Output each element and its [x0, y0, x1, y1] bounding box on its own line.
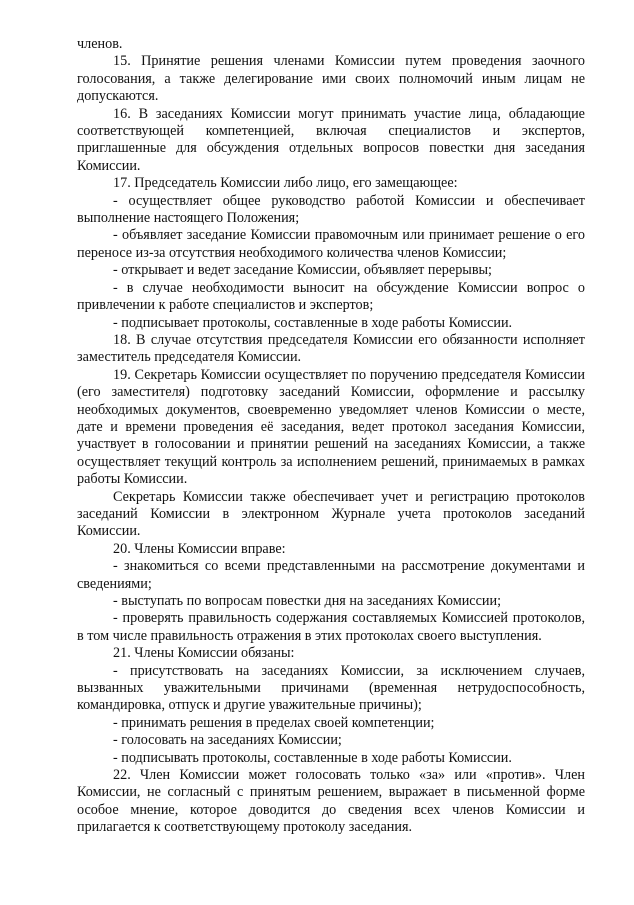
paragraph-19-secretary: Секретарь Комиссии также обеспечивает учет и регистрацию протоколов заседаний Комиссии в электронном Журнале учета протоколов заседаний Комиссии. — [77, 488, 585, 540]
paragraph-17-item-2: - объявляет заседание Комиссии правомочным или принимает решение о его переносе из-за отсутствия необходимого количества членов Комиссии; — [77, 227, 585, 261]
paragraph-21: 21. Члены Комиссии обязаны: — [113, 645, 295, 662]
paragraph-17-item-1: - осуществляет общее руководство работой Комиссии и обеспечивает выполнение настоящего Положения; — [77, 192, 585, 227]
document-page — [77, 36, 585, 837]
paragraph-18: 18. В случае отсутствия председателя Комиссии его обязанности исполняет заместитель председателя Комиссии. — [77, 331, 585, 366]
paragraph-20-item-3: - проверять правильность содержания составляемых Комиссией протоколов, в том числе правильность отражения в этих протоколах своего выступления. — [77, 610, 585, 644]
paragraph-17: 17. Председатель Комиссии либо лицо, его замещающее: — [113, 175, 458, 192]
paragraph-21-item-4: - подписывать протоколы, составленные в ходе работы Комиссии. — [113, 749, 512, 766]
paragraph-17-item-4: - в случае необходимости выносит на обсуждение Комиссии вопрос о привлечении к работе специалистов и экспертов; — [77, 279, 585, 314]
paragraph-19: 19. Секретарь Комиссии осуществляет по поручению председателя Комиссии (его заместителя) подготовку заседаний Комиссии, оформление и рассылку необходимых документов, своевременно уведомляет членов Комиссии о месте, дате и времени проведения её заседания, ведет протокол заседания Комиссии, участвует в голосовании и принятии решений на заседаниях Комиссии, а также осуществляет текущий контроль за исполнением решений, принимаемых в рамках работы Комиссии. — [77, 366, 585, 488]
paragraph-16: 16. В заседаниях Комиссии могут принимать участие лица, обладающие соответствующей компетенцией, включая специалистов и экспертов, приглашенные для обсуждения отдельных вопросов повестки дня заседания Комиссии. — [77, 105, 585, 174]
paragraph-21-item-1: - присутствовать на заседаниях Комиссии, за исключением случаев, вызванных уважительными причинами (временная нетрудоспособность, командировка, отпуск и другие уважительные причины); — [77, 662, 585, 714]
paragraph-17-item-3: - открывает и ведет заседание Комиссии, объявляет перерывы; — [113, 262, 492, 279]
paragraph-21-item-3: - голосовать на заседаниях Комиссии; — [113, 732, 342, 749]
paragraph-20-item-2: - выступать по вопросам повестки дня на заседаниях Комиссии; — [113, 593, 502, 609]
paragraph-22: 22. Член Комиссии может голосовать только «за» или «против». Член Комиссии, не согласный с принятым решением, выражает в письменной форме особое мнение, которое доводится до сведения всех членов Комиссии и прилагается к соответствующему протоколу заседания. — [77, 767, 585, 836]
paragraph-20: 20. Члены Комиссии вправе: — [113, 540, 286, 557]
paragraph-continuation: членов. — [77, 36, 123, 52]
paragraph-20-item-1: - знакомиться со всеми представленными на рассмотрение документами и сведениями; — [77, 558, 585, 592]
paragraph-17-item-5: - подписывает протоколы, составленные в ходе работы Комиссии. — [113, 314, 513, 331]
paragraph-15: 15. Принятие решения членами Комиссии путем проведения заочного голосования, а также делегирование ими своих полномочий иным лицам не допускаются. — [77, 53, 585, 105]
paragraph-21-item-2: - принимать решения в пределах своей компетенции; — [113, 714, 435, 731]
